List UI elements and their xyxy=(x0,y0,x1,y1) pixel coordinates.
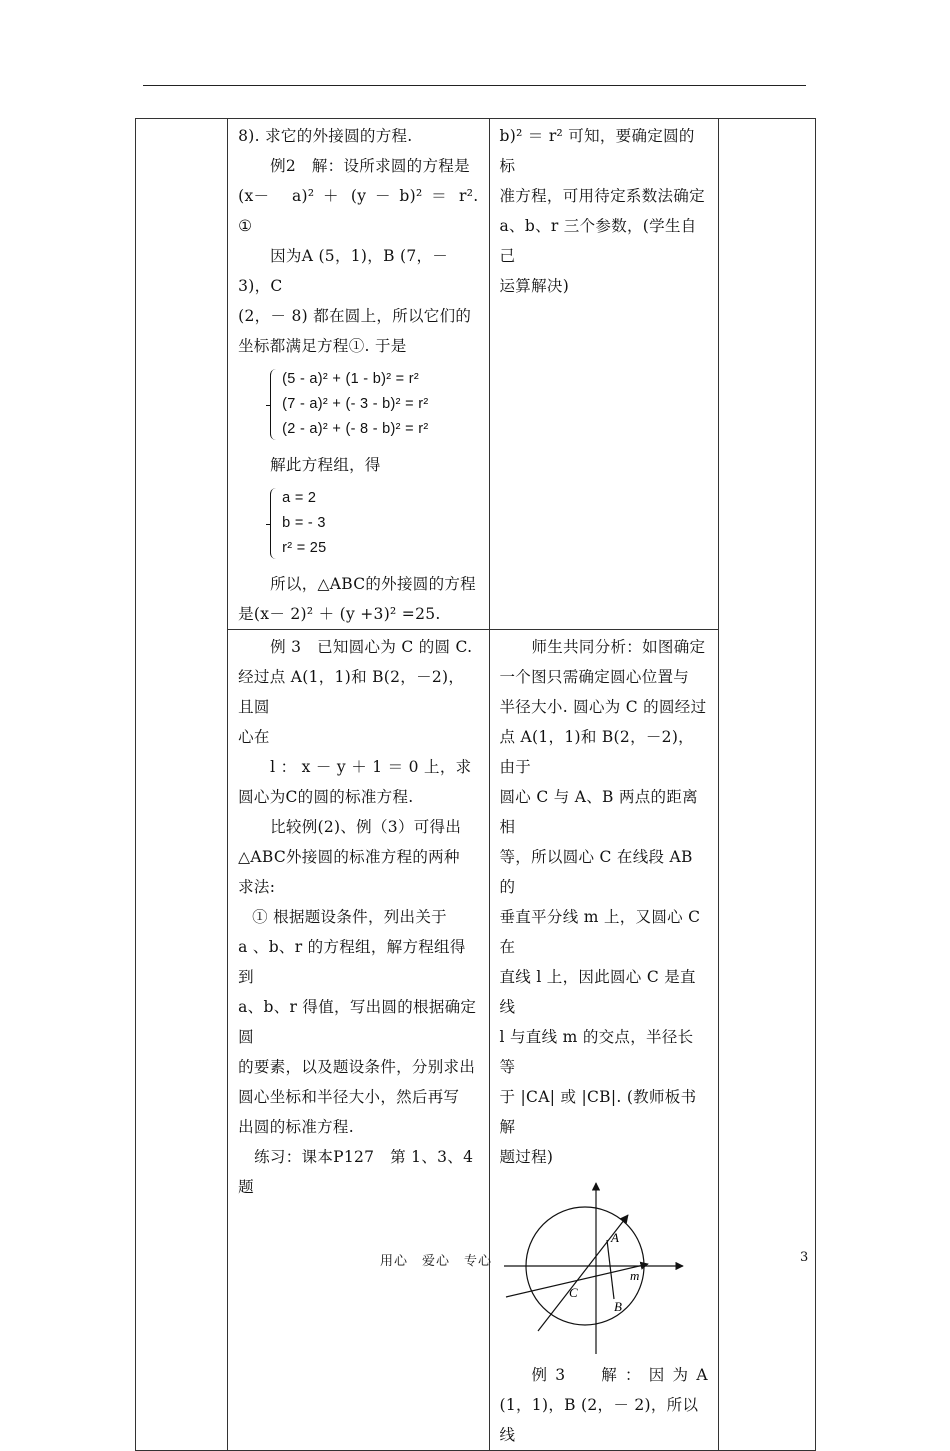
text-line: 准方程，可用待定系数法确定 xyxy=(499,187,705,205)
text-line: 例 3 解 ： 因 为 A xyxy=(531,1366,708,1384)
text-line: 求法: xyxy=(238,878,276,896)
text-line: 一个图只需确定圆心位置与 xyxy=(499,668,690,686)
brace xyxy=(270,488,278,559)
text-line: 运算解决) xyxy=(499,277,570,295)
content-cell xyxy=(228,119,489,630)
page-number: 3 xyxy=(800,1250,809,1265)
text-line: 是(x－ 2)² ＋ (y +3)² =25. xyxy=(238,605,441,623)
text-line: 等，所以圆心 C 在线段 AB 的 xyxy=(499,848,693,896)
text-line: 的要素，以及题设条件，分别求出 xyxy=(238,1058,476,1076)
text-line: 解此方程组，得 xyxy=(270,456,381,474)
text-line: 例2 解：设所求圆的方程是 xyxy=(270,157,470,175)
table-row xyxy=(136,119,816,630)
text-line: 半径大小. 圆心为 C 的圆经过 xyxy=(499,698,707,716)
text-line: 圆心为C的圆的标准方程. xyxy=(238,788,414,806)
content-cell xyxy=(228,630,489,1451)
equation-line: (7 - a)² + (- 3 - b)² = r² xyxy=(282,396,429,412)
table-row xyxy=(136,630,816,1451)
text-line: 坐标都满足方程①. 于是 xyxy=(238,337,407,355)
segment-ab xyxy=(607,1240,614,1299)
footer-motto: 用心 爱心 专心 xyxy=(380,1254,493,1269)
text-line: 所以，△ABC的外接圆的方程 xyxy=(270,575,476,593)
solution-system xyxy=(270,486,478,561)
analysis-cell xyxy=(489,119,718,630)
text-line: 圆心 C 与 A、B 两点的距离相 xyxy=(499,788,698,836)
label-m: m xyxy=(629,1268,640,1283)
header-rule xyxy=(143,85,806,86)
text-line: a、b、r 三个参数，(学生自己 xyxy=(499,217,697,265)
equation-line: (5 - a)² + (1 - b)² = r² xyxy=(282,371,420,387)
text-line: 圆心坐标和半径大小，然后再写 xyxy=(238,1088,460,1106)
text-line: 题过程) xyxy=(499,1148,554,1166)
label-c: C xyxy=(568,1285,578,1300)
text-line: 点 A(1，1)和 B(2，－2)，由于 xyxy=(499,728,694,776)
text-line: a、b、r 得值，写出圆的根据确定圆 xyxy=(238,998,477,1046)
equation-line: (2 - a)² + (- 8 - b)² = r² xyxy=(282,421,429,437)
text-line: 因为A (5，1)，B (7，－3)，C xyxy=(238,247,449,295)
text-line: l 与直线 m 的交点，半径长等 xyxy=(499,1028,694,1076)
equation-line: r² = 25 xyxy=(282,540,327,556)
text-line: 例 3 已知圆心为 C 的圆 C. xyxy=(270,638,473,656)
analysis-cell xyxy=(489,630,718,1451)
text-line: 经过点 A(1，1)和 B(2，－2)，且圆 xyxy=(238,668,465,716)
text-line: 直线 l 上，因此圆心 C 是直线 xyxy=(499,968,696,1016)
equation-line: b = - 3 xyxy=(282,515,326,531)
text-line: ① xyxy=(238,217,253,235)
text-line: a 、b、r 的方程组，解方程组得到 xyxy=(238,938,466,986)
text-line: 出圆的标准方程. xyxy=(238,1118,354,1136)
text-line: 师生共同分析：如图确定 xyxy=(531,638,706,656)
equation-line: l ： x － y ＋ 1 ＝ 0 上，求 xyxy=(270,758,472,776)
text-line: b)² ＝ r² 可知，要确定圆的标 xyxy=(499,127,695,175)
brace xyxy=(270,369,278,440)
text-line: 心在 xyxy=(238,728,270,746)
text-line: (2，－ 8) 都在圆上，所以它们的 xyxy=(238,307,472,325)
label-a: A xyxy=(610,1230,619,1245)
text-line: ① 根据题设条件，列出关于 xyxy=(252,908,447,926)
text-line: (1，1)，B (2，－ 2)，所以线 xyxy=(499,1396,699,1444)
equation-system xyxy=(270,367,478,442)
equation-line: a = 2 xyxy=(282,490,317,506)
text-line: 于 |CA| 或 |CB|. (教师板书解 xyxy=(499,1088,697,1136)
stage-cell xyxy=(136,119,228,1451)
circle-diagram xyxy=(500,1178,709,1356)
text-line: △ABC外接圆的标准方程的两种 xyxy=(238,848,460,866)
text-line: 练习：课本P127 第 1、3、4 题 xyxy=(238,1148,474,1196)
equation-line: (x－ a)² ＋ (y － b)² ＝ r². xyxy=(238,187,479,205)
text-line: 比较例(2)、例（3）可得出 xyxy=(270,818,462,836)
label-b: B xyxy=(613,1299,622,1314)
text-line: 垂直平分线 m 上，又圆心 C 在 xyxy=(499,908,701,956)
text-line: 8). 求它的外接圆的方程. xyxy=(238,127,413,145)
